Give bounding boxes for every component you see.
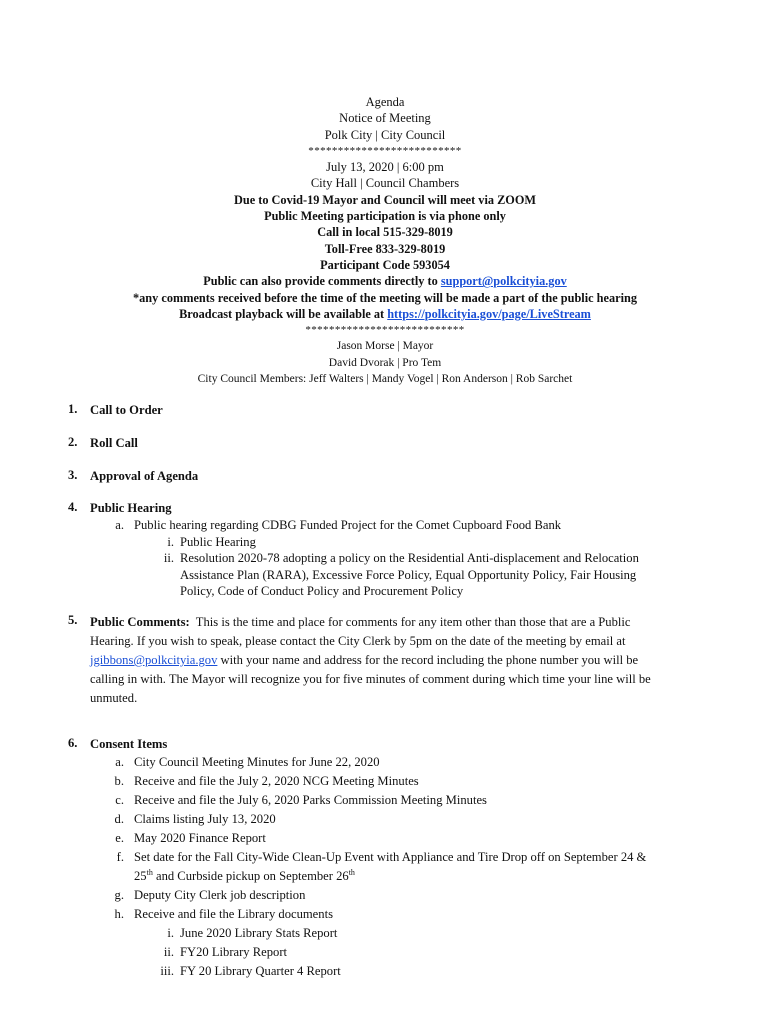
pro-tem-line: David Dvorak | Pro Tem bbox=[328, 356, 442, 369]
text-line bbox=[90, 613, 738, 632]
comments-prefix: Public can also provide comments directly to bbox=[203, 274, 441, 289]
text-line bbox=[134, 867, 738, 886]
sub-item-label: h. bbox=[114, 907, 124, 921]
sub-item-label: iii. bbox=[160, 964, 174, 978]
sub-item-label: d. bbox=[114, 812, 124, 826]
sub-item-text: Public hearing regarding CDBG Funded Project for the Comet Cupboard Food Bank bbox=[134, 518, 562, 532]
support-email-link[interactable]: support@polkcityia.gov bbox=[440, 274, 567, 289]
item-title: Public Comments: bbox=[90, 615, 190, 629]
text-line: Hearing. If you wish to speak, please contact the City Clerk by 5pm on the date of the meeting by email at bbox=[90, 634, 626, 648]
participant-code: Participant Code 593054 bbox=[320, 257, 450, 272]
sub-item-label: b. bbox=[114, 774, 124, 788]
text-span: This is the time and place for comments for any item other than those that are a Public bbox=[195, 615, 631, 629]
public-comments-paragraph bbox=[90, 613, 738, 708]
sub-item bbox=[68, 772, 738, 791]
sub-item-label: f. bbox=[116, 850, 124, 864]
sub-item-label: a. bbox=[115, 518, 124, 532]
item-number: 4. bbox=[68, 500, 78, 514]
comments-line bbox=[0, 273, 770, 289]
text-span: and Curbside pickup on September 26 bbox=[152, 869, 349, 883]
item-number: 1. bbox=[68, 402, 78, 416]
sub-sub-item bbox=[68, 962, 738, 981]
council-members-line: City Council Members: Jeff Walters | Mandy Vogel | Ron Anderson | Rob Sarchet bbox=[197, 373, 573, 386]
text-line bbox=[90, 651, 738, 670]
text-line: Assistance Plan (RARA), Excessive Force Policy, Equal Opportunity Policy, Fair Housing bbox=[180, 567, 637, 582]
agenda-header bbox=[0, 94, 770, 387]
sub-item bbox=[68, 848, 738, 886]
agenda-item-approval bbox=[68, 468, 738, 500]
text-line: Set date for the Fall City-Wide Clean-Up Event with Appliance and Tire Drop off on September 24 & bbox=[134, 850, 647, 864]
sub-item-text: Claims listing July 13, 2020 bbox=[134, 812, 276, 826]
sub-sub-item bbox=[68, 943, 738, 962]
org-line: Polk City | City Council bbox=[324, 127, 446, 142]
sub-item-label: a. bbox=[115, 755, 124, 769]
phone-only-notice: Public Meeting participation is via phone only bbox=[264, 209, 506, 224]
sub-item bbox=[68, 886, 738, 905]
sub-item-label: c. bbox=[115, 793, 124, 807]
sub-item-text: June 2020 Library Stats Report bbox=[180, 926, 338, 940]
sub-item-text: City Council Meeting Minutes for June 22, 2020 bbox=[134, 755, 380, 769]
text-line: Policy, Code of Conduct Policy and Procurement Policy bbox=[180, 584, 464, 598]
agenda-item-public-comments bbox=[68, 613, 738, 736]
meeting-datetime: July 13, 2020 | 6:00 pm bbox=[326, 160, 444, 175]
sub-item-text bbox=[134, 848, 738, 886]
sub-sub-item bbox=[68, 550, 738, 600]
superscript: th bbox=[348, 867, 355, 877]
separator-stars: ************************** bbox=[308, 144, 462, 157]
item-number: 3. bbox=[68, 468, 78, 482]
superscript: th bbox=[146, 867, 153, 877]
sub-item-text: FY20 Library Report bbox=[180, 945, 288, 959]
sub-item-label: g. bbox=[114, 888, 124, 902]
sub-item-text: Deputy City Clerk job description bbox=[134, 888, 306, 902]
sub-item bbox=[68, 753, 738, 772]
sub-item-text: Public Hearing bbox=[180, 534, 256, 549]
sub-item-text: Receive and file the July 2, 2020 NCG Meeting Minutes bbox=[134, 774, 419, 788]
playback-prefix: Broadcast playback will be available at bbox=[179, 306, 388, 321]
separator-stars-2: *************************** bbox=[305, 324, 465, 337]
item-title: Roll Call bbox=[90, 436, 138, 450]
item-title: Approval of Agenda bbox=[90, 469, 199, 483]
sub-item-text bbox=[180, 550, 738, 600]
sub-item-text: Receive and file the Library documents bbox=[134, 907, 333, 921]
clerk-email-link[interactable]: jgibbons@polkcityia.gov bbox=[90, 653, 218, 667]
item-title: Consent Items bbox=[90, 737, 168, 751]
sub-sub-item bbox=[68, 534, 738, 551]
zoom-notice: Due to Covid-19 Mayor and Council will meet via ZOOM bbox=[233, 192, 537, 207]
sub-item-label: ii. bbox=[163, 945, 174, 959]
sub-item bbox=[68, 829, 738, 848]
sub-sub-item bbox=[68, 924, 738, 943]
text-span: with your name and address for the record including the phone number you will be bbox=[217, 653, 639, 667]
meeting-location: City Hall | Council Chambers bbox=[310, 176, 460, 191]
playback-line bbox=[0, 306, 770, 322]
item-number: 2. bbox=[68, 435, 78, 449]
sub-item bbox=[68, 791, 738, 810]
agenda-item-roll-call bbox=[68, 435, 738, 468]
text-line: Resolution 2020-78 adopting a policy on the Residential Anti-displacement and Relocation bbox=[180, 551, 639, 565]
toll-free-number: Toll-Free 833-329-8019 bbox=[324, 241, 446, 256]
notice-line: Notice of Meeting bbox=[339, 111, 431, 126]
agenda-items bbox=[68, 402, 738, 981]
livestream-link[interactable]: https://polkcityia.gov/page/LiveStream bbox=[387, 306, 591, 321]
agenda-item-call-to-order bbox=[68, 402, 738, 435]
sub-item bbox=[68, 810, 738, 829]
mayor-line: Jason Morse | Mayor bbox=[336, 340, 434, 353]
sub-item-label: e. bbox=[115, 831, 124, 845]
agenda-item-consent bbox=[68, 736, 738, 981]
sub-item-text: Receive and file the July 6, 2020 Parks Commission Meeting Minutes bbox=[134, 793, 487, 807]
text-line: calling in with. The Mayor will recognize you for five minutes of comment during which time your line will be bbox=[90, 672, 651, 686]
call-local-number: Call in local 515-329-8019 bbox=[317, 225, 453, 240]
sub-item bbox=[68, 517, 738, 534]
item-number: 6. bbox=[68, 736, 78, 750]
agenda-item-public-hearing bbox=[68, 500, 738, 613]
text-line: unmuted. bbox=[90, 691, 138, 705]
sub-item-label: ii. bbox=[163, 551, 174, 565]
comments-before-notice: *any comments received before the time of the meeting will be made a part of the public hearing bbox=[133, 290, 637, 305]
sub-item-label: i. bbox=[167, 926, 174, 940]
item-title: Public Hearing bbox=[90, 501, 172, 515]
item-title: Call to Order bbox=[90, 403, 163, 417]
item-number: 5. bbox=[68, 613, 78, 627]
sub-item-text: May 2020 Finance Report bbox=[134, 831, 266, 845]
sub-item-label: i. bbox=[167, 534, 174, 549]
text-span: 25 bbox=[134, 869, 147, 883]
sub-item-text: FY 20 Library Quarter 4 Report bbox=[180, 964, 341, 978]
sub-item bbox=[68, 905, 738, 924]
doc-title: Agenda bbox=[365, 95, 405, 109]
